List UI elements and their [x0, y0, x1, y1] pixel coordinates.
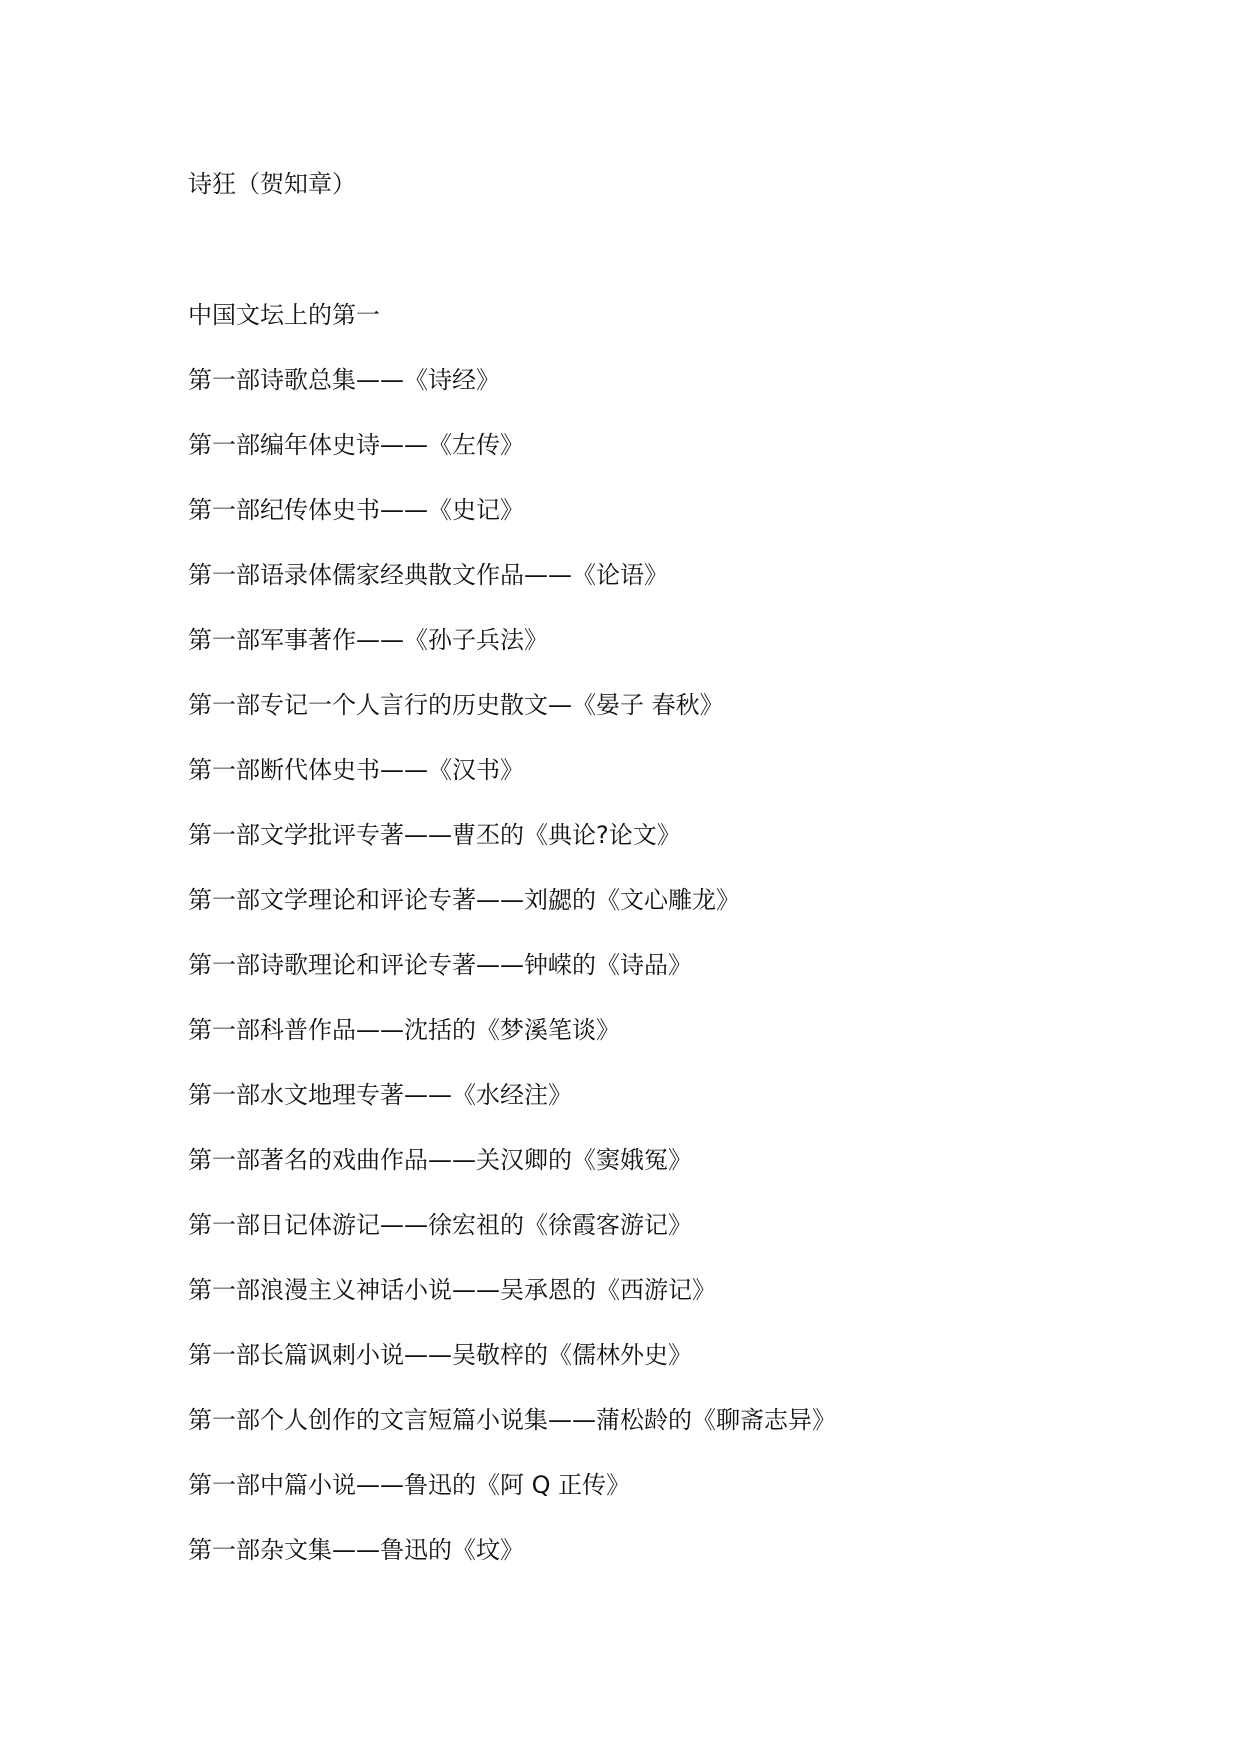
list-item: 第一部文学批评专著——曹丕的《典论?论文》 — [188, 821, 681, 849]
list-item: 第一部语录体儒家经典散文作品——《论语》 — [188, 561, 668, 589]
list-item: 第一部浪漫主义神话小说——吴承恩的《西游记》 — [188, 1276, 716, 1304]
list-item: 第一部诗歌总集——《诗经》 — [188, 366, 500, 394]
list-item: 第一部诗歌理论和评论专著——钟嵘的《诗品》 — [188, 951, 692, 979]
list-item: 第一部军事著作——《孙子兵法》 — [188, 626, 548, 654]
section-heading: 中国文坛上的第一 — [188, 301, 380, 329]
list-item: 第一部断代体史书——《汉书》 — [188, 756, 524, 784]
list-item: 第一部著名的戏曲作品——关汉卿的《窦娥冤》 — [188, 1146, 692, 1174]
list-item: 第一部文学理论和评论专著——刘勰的《文心雕龙》 — [188, 886, 740, 914]
list-item: 第一部杂文集——鲁迅的《坟》 — [188, 1536, 524, 1564]
list-item: 第一部纪传体史书——《史记》 — [188, 496, 524, 524]
list-item: 第一部编年体史诗——《左传》 — [188, 431, 524, 459]
list-item: 第一部日记体游记——徐宏祖的《徐霞客游记》 — [188, 1211, 692, 1239]
header-line: 诗狂（贺知章） — [188, 170, 356, 198]
list-item: 第一部水文地理专著——《水经注》 — [188, 1081, 572, 1109]
list-item: 第一部科普作品——沈括的《梦溪笔谈》 — [188, 1016, 620, 1044]
list-item: 第一部长篇讽刺小说——吴敬梓的《儒林外史》 — [188, 1341, 692, 1369]
list-item: 第一部中篇小说——鲁迅的《阿 Q 正传》 — [188, 1471, 631, 1499]
list-item: 第一部个人创作的文言短篇小说集——蒲松龄的《聊斋志异》 — [188, 1406, 836, 1434]
list-item: 第一部专记一个人言行的历史散文—《晏子 春秋》 — [188, 691, 724, 719]
